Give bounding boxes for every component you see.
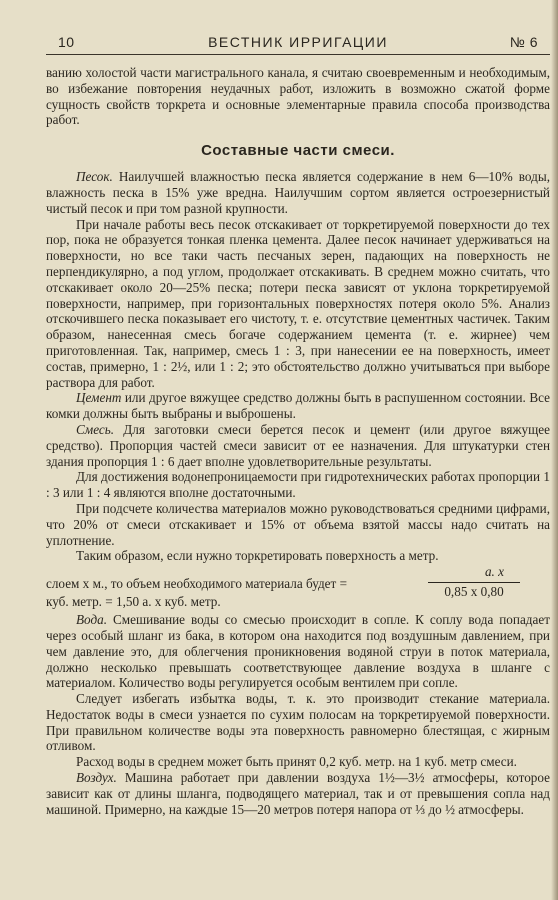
paragraph-calc: При подсчете количества материалов можно руководствоваться средними цифрами, что 20% от смеси отскакивает и 15% от объема взятой массы надо считать на уплотнение.: [46, 500, 550, 548]
term-cement: Цемент: [76, 390, 122, 406]
formula-denominator: 0,85 x 0,80: [428, 582, 520, 600]
paragraph-air-text: Машина работает при давлении воздуха 1½—3½ атмосферы, которое зависит как от длины шланга, подводящего материал, так и от превышения сопла над машиной. Примерно, на каждые 15—20 метров потеря напора от ⅓ до ½ атмосферы.: [46, 770, 550, 817]
formula-numerator: a. x: [484, 564, 504, 580]
term-air: Воздух.: [76, 770, 117, 786]
paragraph-start: При начале работы весь песок отскакивает от торкретируемой поверхности до тех пор, пока не образуется тонкая пленка цемента. Далее песок начинает удерживаться на поверхности, но все таки часть песчаных зерен, падающих на поверхность не перпендикулярно, а под углом, продолжает отскакивать. В среднем можно считать, что отскакивает около 20—25% песка; потери песка зависят от уклона торкретируемой поверхности, например, при горизонтальных поверхностях потеря около 5%. Анализ отскочившего песка показывает его чистоту, т. е. отсутствие цементных частичек. Таким образом, нанесенная смесь богаче содержанием цемента (т. е. жирнее) чем приготовленная. Так, например, смесь 1 : 3, при нанесении ее на поверхность, имеет состав, примерно, 1 : 2½, или 1 : 2; это обстоятельство должно учитываться при выборе раствора для работ.: [46, 216, 550, 390]
formula-result: [46, 592, 550, 612]
paragraph-avoid: Следует избегать избытка воды, т. к. это производит стекание материала. Недостаток воды в смеси узнается по сухим полосам на торкретируемой поверхности. При правильном количестве воды эта поверхность равномерно блестящая, с жирным отливом.: [46, 691, 550, 754]
paragraph-water-text: Смешивание воды со смесью происходит в сопле. К соплу вода попадает через особый шланг из бака, в котором она находится под воздушным давлением, при чем давление это, для облегчения проникновения водяной струи в поток материала, должно несколько превышать соответствующее давление воздуха в шланге с материалом. Количество воды регулируется особым вентилем при сопле.: [46, 612, 550, 691]
paragraph-intro: ванию холостой части магистрального канала, я считаю своевременным и необходимым, во избежание повторения неудачных работ, изложить в возможно сжатой форме сущность свойств торкрета и основные элементарные правила способа производства работ.: [46, 65, 550, 128]
page-header: [46, 28, 550, 50]
paragraph-sand: [46, 169, 550, 216]
term-water: Вода.: [76, 612, 108, 628]
journal-title: ВЕСТНИК ИРРИГАЦИИ: [208, 34, 388, 50]
paragraph-mix: [46, 422, 550, 469]
term-mix: Смесь.: [76, 421, 115, 437]
term-sand: Песок.: [76, 169, 113, 185]
paragraph-thus: Таким образом, если нужно торкретировать поверхность a метр.: [76, 548, 439, 564]
section-heading: Составные части смеси.: [201, 142, 395, 160]
paragraph-waterproof: Для достижения водонепроницаемости при гидротехнических работах пропорции 1 : 3 или 1 : 4 являются вполне достаточными.: [46, 469, 550, 501]
paragraph-sand-text: Наилучшей влажностью песка является содержание в нем 6—10% воды, влажность песка в 15% уже вредна. Наилучшим сортом является остроезернистый чистый песок и при том разной крупности.: [46, 169, 550, 216]
paragraph-mix-text: Для заготовки смеси берется песок и цемент (или другое вяжущее средство). Пропорция частей смеси зависит от ее назначения. Для штукатурки стен здания пропорция 1 : 6 дает вполне удовлетворительные результаты.: [46, 421, 550, 469]
formula-block: [46, 564, 550, 600]
paragraph-cement: [46, 390, 550, 422]
paragraph-cement-text: или другое вяжущее средство должны быть в распушенном состоянии. Все комки должны быть выбраны и выброшены.: [46, 390, 550, 422]
formula-second: куб. метр. = 1,50 a. x куб. метр.: [46, 594, 221, 610]
page-number: 10: [58, 34, 75, 50]
formula-left: слоем x м., то объем необходимого материала будет =: [46, 576, 348, 592]
paragraph-air: [46, 770, 550, 817]
header-rule: [46, 54, 550, 55]
paragraph-consumption: Расход воды в среднем может быть принят 0,2 куб. метр. на 1 куб. метр смеси.: [76, 754, 517, 770]
issue-number: № 6: [509, 34, 538, 50]
paragraph-water: [46, 612, 550, 691]
